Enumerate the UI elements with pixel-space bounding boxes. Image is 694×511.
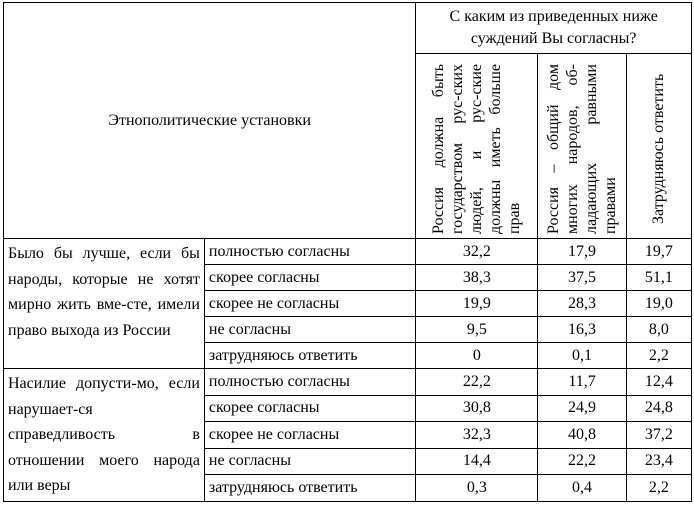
value-cell: 11,7 [538, 369, 626, 396]
statement-cell: Насилие допусти-мо, если нарушает-ся справедливость в отношении моего народа или веры [4, 369, 205, 502]
column-header-undecided: Затрудняюсь ответить [626, 54, 691, 239]
value-cell: 0,3 [416, 475, 538, 502]
value-cell: 0 [416, 343, 538, 369]
value-cell: 22,2 [538, 448, 626, 475]
value-cell: 12,4 [626, 369, 691, 396]
value-cell: 19,0 [626, 291, 691, 317]
answer-cell: скорее не согласны [204, 291, 415, 317]
table-row [4, 239, 692, 265]
answer-cell: скорее не согласны [204, 422, 415, 449]
value-cell: 37,2 [626, 422, 691, 449]
answer-cell: скорее согласны [204, 395, 415, 422]
answer-cell: не согласны [204, 317, 415, 343]
value-cell: 16,3 [538, 317, 626, 343]
value-cell: 23,4 [626, 448, 691, 475]
value-cell: 22,2 [416, 369, 538, 396]
value-cell: 24,8 [626, 395, 691, 422]
value-cell: 2,2 [626, 475, 691, 502]
answer-cell: не согласны [204, 448, 415, 475]
value-cell: 19,7 [626, 239, 691, 265]
answer-cell: полностью согласны [204, 239, 415, 265]
value-cell: 0,4 [538, 475, 626, 502]
value-cell: 17,9 [538, 239, 626, 265]
answer-cell: полностью согласны [204, 369, 415, 396]
value-cell: 0,1 [538, 343, 626, 369]
column-header-common-home: Россия – общий дом многих народов, об-ладающих равными правами [538, 54, 626, 239]
value-cell: 28,3 [538, 291, 626, 317]
value-cell: 32,2 [416, 239, 538, 265]
value-cell: 37,5 [538, 265, 626, 291]
value-cell: 38,3 [416, 265, 538, 291]
value-cell: 8,0 [626, 317, 691, 343]
topic-header: Этнополитические установки [4, 3, 416, 239]
answer-cell: затрудняюсь ответить [204, 343, 415, 369]
value-cell: 32,3 [416, 422, 538, 449]
value-cell: 19,9 [416, 291, 538, 317]
value-cell: 14,4 [416, 448, 538, 475]
survey-table [3, 2, 692, 502]
value-cell: 24,9 [538, 395, 626, 422]
answer-cell: скорее согласны [204, 265, 415, 291]
value-cell: 30,8 [416, 395, 538, 422]
answer-cell: затрудняюсь ответить [204, 475, 415, 502]
table-row [4, 369, 692, 396]
value-cell: 2,2 [626, 343, 691, 369]
value-cell: 9,5 [416, 317, 538, 343]
statement-cell: Было бы лучше, если бы народы, которые не хотят мирно жить вме-сте, имели право выхода из России [4, 239, 205, 369]
value-cell: 51,1 [626, 265, 691, 291]
question-header: С каким из приведенных ниже суждений Вы согласны? [416, 3, 692, 54]
column-header-russian-state: Россия должна быть государством рус-ских людей, и рус-ские должны иметь больше прав [416, 54, 538, 239]
value-cell: 40,8 [538, 422, 626, 449]
